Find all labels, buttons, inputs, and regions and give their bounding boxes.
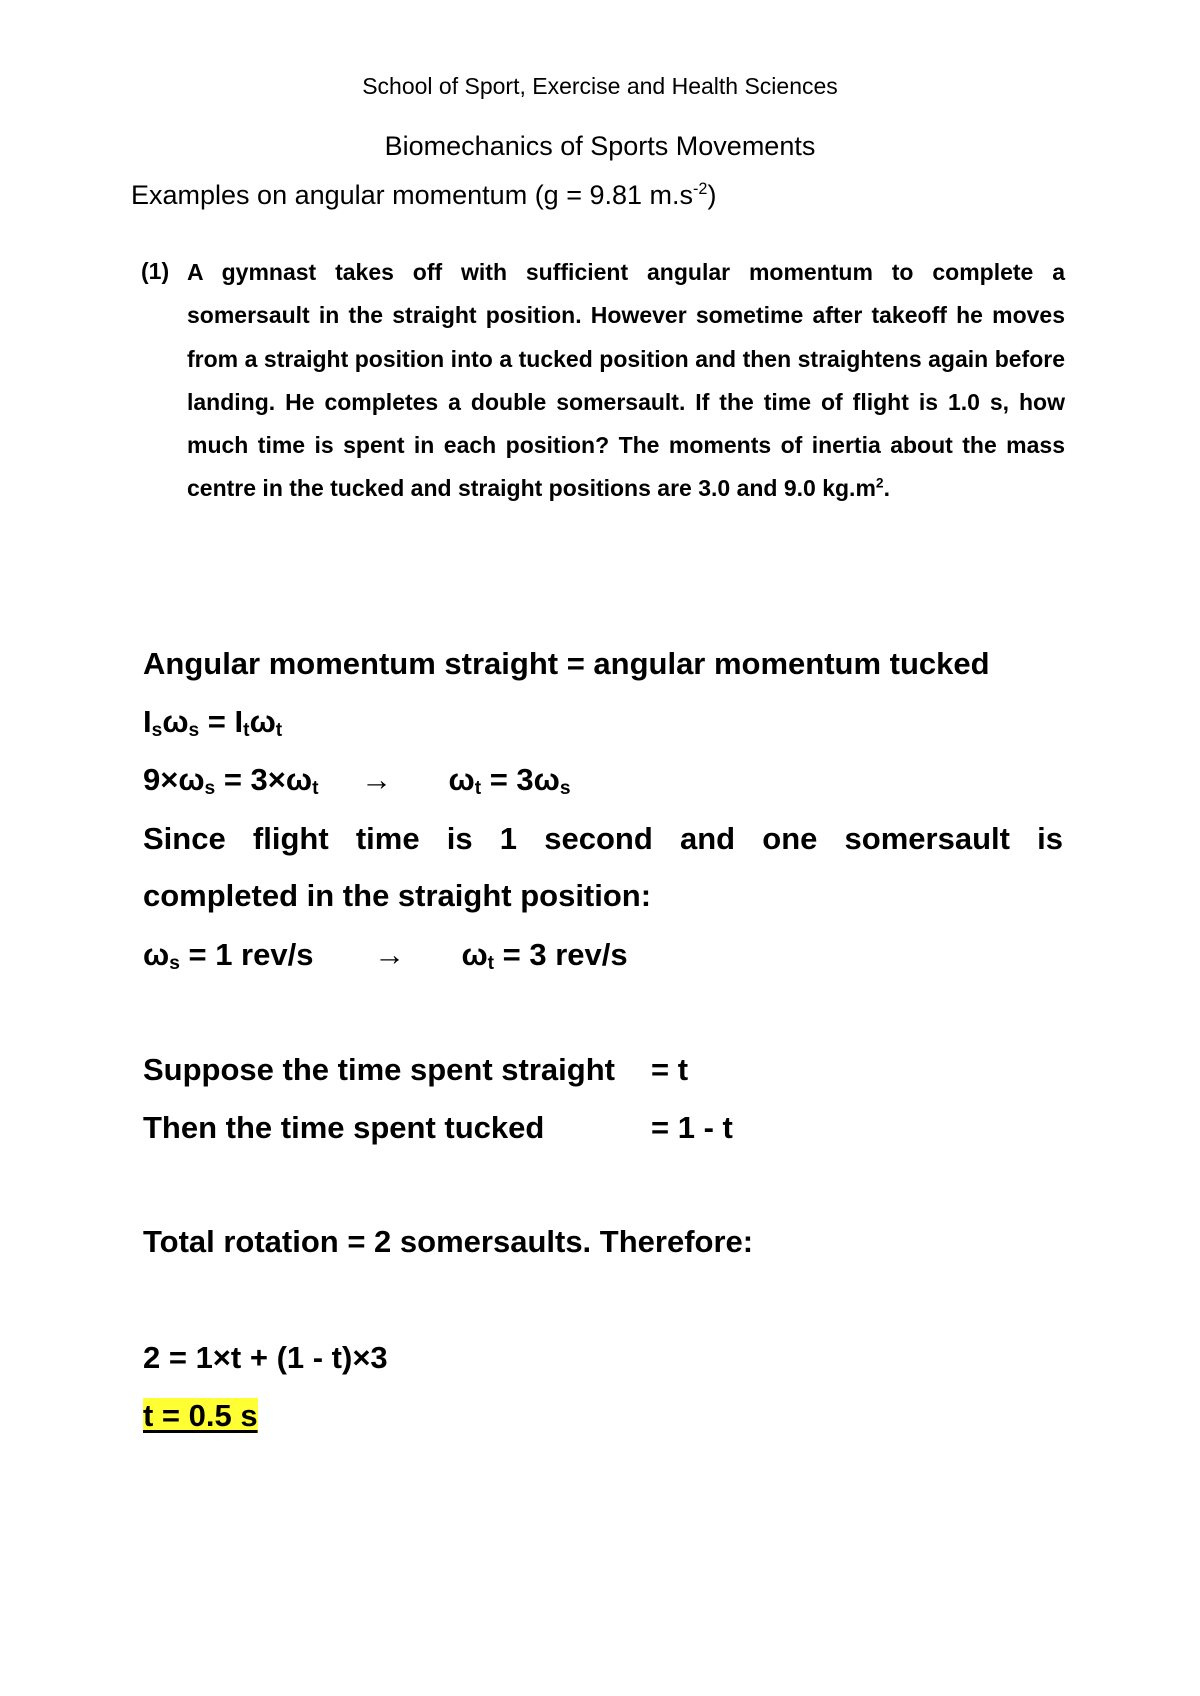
eq2-rhs-a: ω — [448, 762, 475, 797]
solution-statement: Angular momentum straight = angular momentum tucked — [143, 646, 990, 681]
eq1-sub-s: s — [151, 720, 163, 742]
equation-substitution — [143, 762, 571, 798]
school-name: School of Sport, Exercise and Health Sciences — [362, 73, 838, 99]
equation-rates — [143, 937, 628, 973]
eq1-equals: = — [199, 704, 235, 739]
eq1-omega-t: ω — [249, 704, 276, 739]
eq3-value-s: = 1 rev/s — [179, 937, 314, 972]
eq3-sub-s: s — [169, 953, 180, 975]
eq3-omega-s: ω — [143, 937, 170, 972]
eq2-lhs-a: 9×ω — [143, 762, 205, 797]
examples-title — [131, 180, 716, 211]
eq3-value-t: = 3 rev/s — [494, 937, 628, 972]
suppose-value: = t — [651, 1052, 689, 1087]
eq2-rhs-sub: t — [474, 778, 482, 800]
final-equation: 2 = 1×t + (1 - t)×3 — [143, 1340, 388, 1375]
eq1-I-s: I — [143, 704, 152, 739]
examples-title-text: Examples on angular momentum (g = 9.81 m.s — [131, 180, 694, 210]
eq1-omega-s: ω — [162, 704, 189, 739]
right-arrow-icon: → — [373, 937, 405, 972]
eq2-rhs-sub2: s — [559, 778, 571, 800]
eq1-I-t: I — [234, 704, 244, 739]
explanation-line-1: Since flight time is 1 second and one somersault is — [143, 821, 1063, 856]
then-value: = 1 - t — [651, 1110, 733, 1145]
eq2-rhs-b: = 3ω — [481, 762, 560, 797]
eq1-sub-s2: s — [188, 720, 200, 742]
equation-momentum — [143, 704, 282, 740]
then-label: Then the time spent tucked — [143, 1110, 545, 1145]
answer-highlight: t = 0.5 s — [143, 1398, 258, 1433]
question-text — [187, 251, 1065, 511]
eq2-lhs-sub2: t — [312, 778, 319, 800]
examples-title-close: ) — [707, 180, 717, 210]
explanation-line-2: completed in the straight position: — [143, 878, 652, 913]
total-rotation: Total rotation = 2 somersaults. Therefore: — [143, 1224, 754, 1259]
question-exponent: 2 — [875, 475, 884, 491]
question-number: (1) — [141, 258, 170, 284]
eq1-sub-t: t — [243, 720, 250, 742]
answer — [143, 1398, 258, 1434]
suppose-label: Suppose the time spent straight — [143, 1052, 615, 1087]
question-end: . — [883, 475, 890, 502]
examples-title-exponent: -2 — [693, 180, 708, 198]
eq2-lhs-sub: s — [204, 778, 216, 800]
course-title: Biomechanics of Sports Movements — [384, 131, 816, 161]
eq1-sub-t2: t — [275, 720, 283, 742]
eq3-omega-t: ω — [461, 937, 488, 972]
right-arrow-icon: → — [361, 762, 392, 797]
question-body: A gymnast takes off with sufficient angular momentum to complete a somersault in the straight position. However sometime after takeoff he moves from a straight position into a tucked position and then straightens again before landing. He completes a double somersault. If the time of flight is 1.0 s, how much time is spent in each position? The moments of inertia about the mass centre in the tucked and straight positions are 3.0 and 9.0 kg.m — [187, 259, 1065, 502]
eq3-sub-t: t — [487, 953, 495, 975]
eq2-lhs-b: = 3×ω — [215, 762, 313, 797]
